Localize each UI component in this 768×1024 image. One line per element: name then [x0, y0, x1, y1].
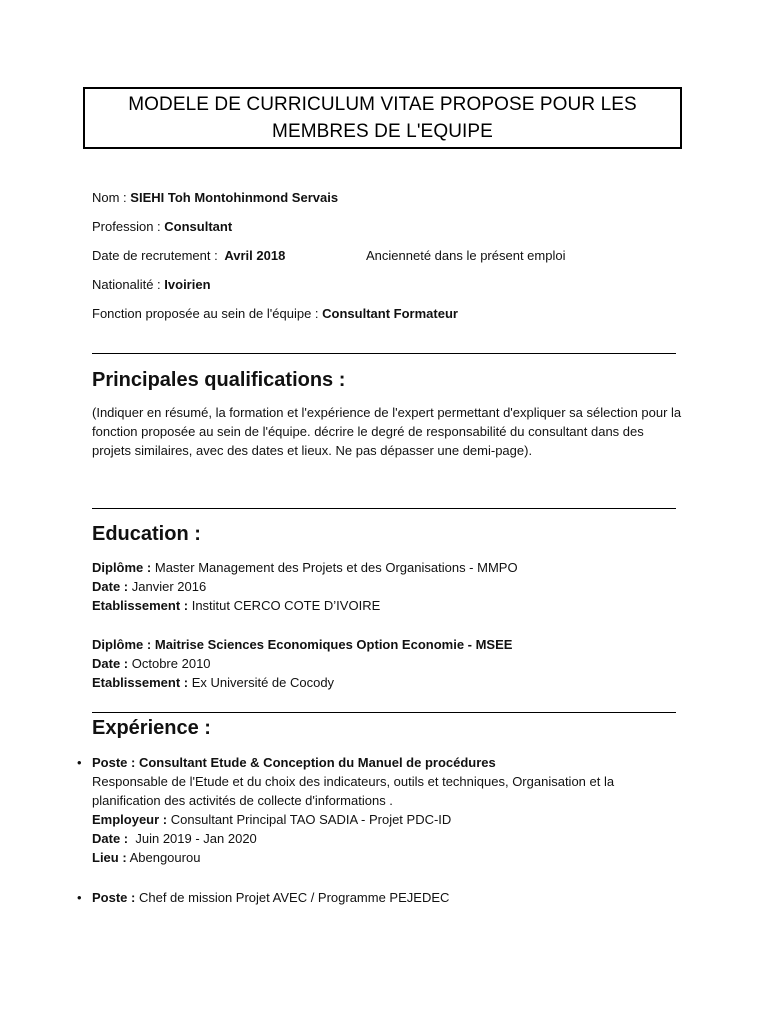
lieu-label: Lieu : — [92, 850, 127, 865]
fonction-field — [92, 306, 458, 322]
date-line — [92, 577, 518, 596]
section-divider — [92, 353, 676, 354]
date-label: Date : — [92, 579, 129, 594]
poste-label: Poste : — [92, 890, 136, 905]
lieu-value: Abengourou — [129, 850, 201, 865]
education-entry — [92, 558, 518, 615]
anciennete-label: Ancienneté dans le présent emploi — [366, 248, 566, 263]
profession-label: Profession : — [92, 219, 161, 234]
poste-value: Chef de mission Projet AVEC / Programme PEJEDEC — [138, 890, 450, 905]
experience-heading: Expérience : — [92, 717, 211, 739]
experience-entry — [92, 753, 682, 867]
qualifications-text: (Indiquer en résumé, la formation et l'expérience de l'expert permettant d'expliquer sa sélection pour la fonction proposée au sein de l'équipe. décrire le degré de responsabilité du consultant dans des projets similaires, avec des dates et lieux. Ne pas dépasser une demi-page). — [92, 405, 682, 458]
anciennete-field — [366, 248, 565, 264]
qualifications-heading: Principales qualifications : — [92, 369, 346, 391]
etablissement-label: Etablissement : — [92, 598, 189, 613]
poste-line — [92, 753, 682, 772]
etablissement-line — [92, 673, 512, 692]
education-heading: Education : — [92, 523, 201, 545]
recrutement-value: Avril 2018 — [224, 248, 286, 263]
nationalite-field — [92, 277, 211, 293]
poste-description: Responsable de l'Etude et du choix des indicateurs, outils et techniques, Organisation et la planification des activités de collecte d'informations . — [92, 774, 615, 808]
profession-value: Consultant — [164, 219, 233, 234]
diplome-label: Diplôme : — [92, 637, 152, 652]
date-label: Date : — [92, 656, 129, 671]
nationalite-label: Nationalité : — [92, 277, 161, 292]
diplome-line — [92, 558, 518, 577]
employeur-value: Consultant Principal TAO SADIA - Projet PDC-ID — [170, 812, 452, 827]
poste-label: Poste : — [92, 755, 136, 770]
recrutement-field — [92, 248, 285, 264]
lieu-line — [92, 848, 682, 867]
poste-line — [92, 888, 682, 907]
document-title: MODELE DE CURRICULUM VITAE PROPOSE POUR LES MEMBRES DE L'EQUIPE — [128, 94, 637, 142]
nom-field — [92, 190, 338, 206]
experience-entry — [92, 888, 682, 907]
document-title-box — [83, 87, 682, 149]
poste-value: Consultant Etude & Conception du Manuel de procédures — [138, 755, 496, 770]
date-value: Janvier 2016 — [131, 579, 207, 594]
etablissement-line — [92, 596, 518, 615]
section-divider — [92, 508, 676, 509]
date-label: Date : — [92, 831, 129, 846]
nationalite-value: Ivoirien — [164, 277, 211, 292]
employeur-line — [92, 810, 682, 829]
etablissement-value: Institut CERCO COTE D’IVOIRE — [191, 598, 381, 613]
employeur-label: Employeur : — [92, 812, 168, 827]
diplome-value: Maitrise Sciences Economiques Option Economie - MSEE — [154, 637, 513, 652]
date-line — [92, 654, 512, 673]
section-divider — [92, 712, 676, 713]
fonction-value: Consultant Formateur — [322, 306, 458, 321]
diplome-value: Master Management des Projets et des Organisations - MMPO — [154, 560, 518, 575]
date-value: Octobre 2010 — [131, 656, 211, 671]
nom-label: Nom : — [92, 190, 127, 205]
date-value: Juin 2019 - Jan 2020 — [131, 831, 257, 846]
diplome-line — [92, 635, 512, 654]
diplome-label: Diplôme : — [92, 560, 152, 575]
fonction-label: Fonction proposée au sein de l'équipe : — [92, 306, 319, 321]
etablissement-value: Ex Université de Cocody — [191, 675, 335, 690]
bullet-icon: • — [77, 755, 82, 770]
profession-field — [92, 219, 232, 235]
date-line — [92, 829, 682, 848]
education-entry — [92, 635, 512, 692]
etablissement-label: Etablissement : — [92, 675, 189, 690]
nom-value: SIEHI Toh Montohinmond Servais — [130, 190, 339, 205]
recrutement-label: Date de recrutement : — [92, 248, 218, 263]
bullet-icon: • — [77, 890, 82, 905]
